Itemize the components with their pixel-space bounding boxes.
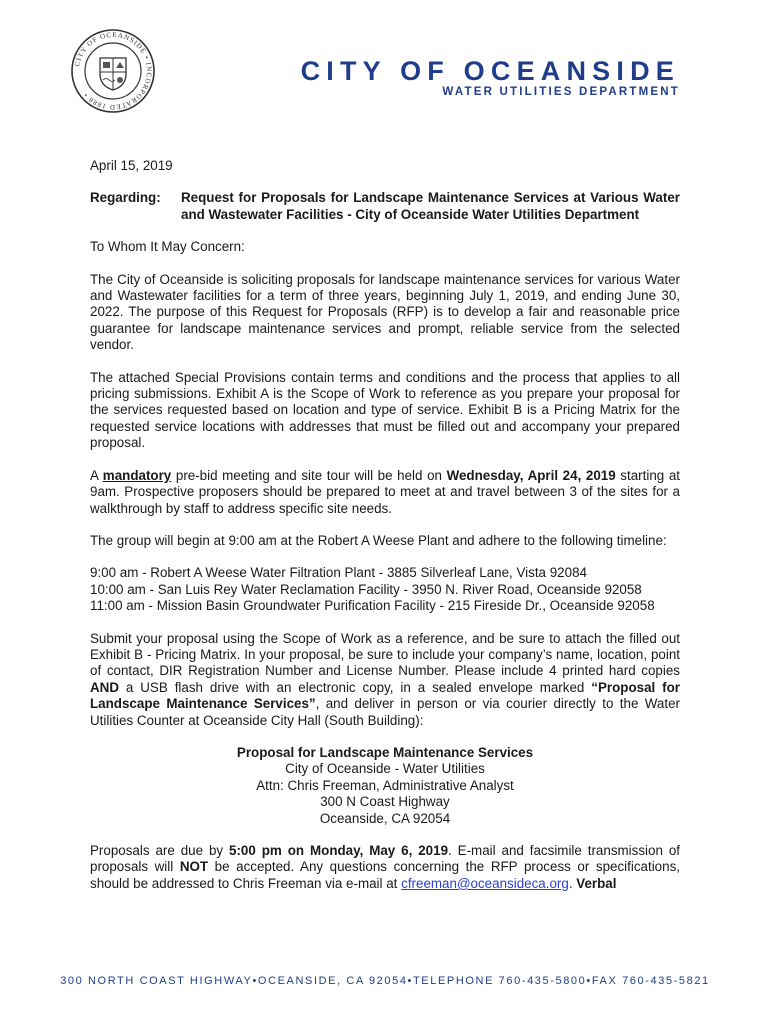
mandatory-text: mandatory — [102, 467, 172, 483]
letter-date: April 15, 2019 — [90, 158, 173, 173]
address-line: 300 N Coast Highway — [320, 794, 450, 810]
regarding-line — [90, 190, 680, 223]
mailing-address — [90, 745, 680, 827]
letter-body — [90, 158, 680, 892]
regarding-label: Regarding: — [90, 190, 161, 206]
letterhead-footer: 300 NORTH COAST HIGHWAY•OCEANSIDE, CA 92054•TELEPHONE 760-435-5800•FAX 760-435-5821 — [60, 975, 710, 987]
timeline-list — [90, 565, 680, 614]
email-link[interactable]: cfreeman@oceansideca.org — [401, 875, 569, 891]
timeline-item: 9:00 am - Robert A Weese Water Filtration Plant - 3885 Silverleaf Lane, Vista 92084 — [90, 565, 587, 581]
regarding-text: Request for Proposals for Landscape Maintenance Services at Various Water and Wastewater Facilities - City of Oceanside Water Utilities Department — [181, 190, 680, 222]
paragraph-submission: Submit your proposal using the Scope of Work as a reference, and be sure to attach the filled out Exhibit B - Pricing Matrix. In your proposal, be sure to include your company’s name, location, point of contact, DIR Registration Number and License Number. Please include 4 printed hard copies AND a USB flash drive with an electronic copy, in a sealed envelope marked “Proposal for Landscape Maintenance Services”, and deliver in person or via courier directly to the Water Utilities Counter at Oceanside City Hall (South Building): — [90, 630, 680, 728]
paragraph-meeting: A mandatory pre-bid meeting and site tour will be held on Wednesday, April 24, 2019 starting at 9am. Prospective proposers should be prepared to meet at and travel between 3 of the sites for a walkthrough by staff to address specific site needs. — [90, 467, 680, 516]
svg-text:CITY OF OCEANSIDE • INCORPORAT: CITY OF OCEANSIDE • INCORPORATED 1888 • — [73, 30, 154, 112]
meeting-date: Wednesday, April 24, 2019 — [446, 467, 616, 483]
address-line: City of Oceanside - Water Utilities — [285, 761, 485, 777]
timeline-item: 10:00 am - San Luis Rey Water Reclamation Facility - 3950 N. River Road, Oceanside 92058 — [90, 581, 642, 597]
paragraph-intro: The City of Oceanside is soliciting proposals for landscape maintenance services for various Water and Wastewater facilities for a term of three years, beginning July 1, 2019, and ending June 30, 2022. The purpose of this Request for Proposals (RFP) is to develop a fair and reasonable price guarantee for landscape maintenance services and prompt, reliable service from the selected vendor. — [90, 271, 680, 353]
address-line: Attn: Chris Freeman, Administrative Analyst — [256, 777, 514, 793]
paragraph-provisions: The attached Special Provisions contain terms and conditions and the process that applies to all pricing submissions. Exhibit A is the Scope of Work to reference as you prepare your proposal for the services requested based on location and type of service. Exhibit B is a Pricing Matrix for the requested service locations with addresses that must be filled out and accompany your prepared proposal. — [90, 369, 680, 451]
city-name-heading: CITY OF OCEANSIDE — [300, 56, 680, 86]
salutation: To Whom It May Concern: — [90, 239, 245, 255]
address-line: Oceanside, CA 92054 — [319, 810, 451, 826]
city-seal-logo — [70, 28, 156, 114]
timeline-item: 11:00 am - Mission Basin Groundwater Purification Facility - 215 Fireside Dr., Oceanside 92058 — [90, 598, 655, 614]
department-name: WATER UTILITIES DEPARTMENT — [442, 86, 680, 98]
paragraph-group: The group will begin at 9:00 am at the Robert A Weese Plant and adhere to the following timeline: — [90, 532, 667, 548]
address-title: Proposal for Landscape Maintenance Services — [236, 744, 534, 760]
paragraph-deadline: Proposals are due by 5:00 pm on Monday, May 6, 2019. E-mail and facsimile transmission of proposals will NOT be accepted. Any questions concerning the RFP process or specifications, should be addressed to Chris Freeman via e-mail at cfreeman@oceansideca.org. Verbal — [90, 843, 680, 891]
